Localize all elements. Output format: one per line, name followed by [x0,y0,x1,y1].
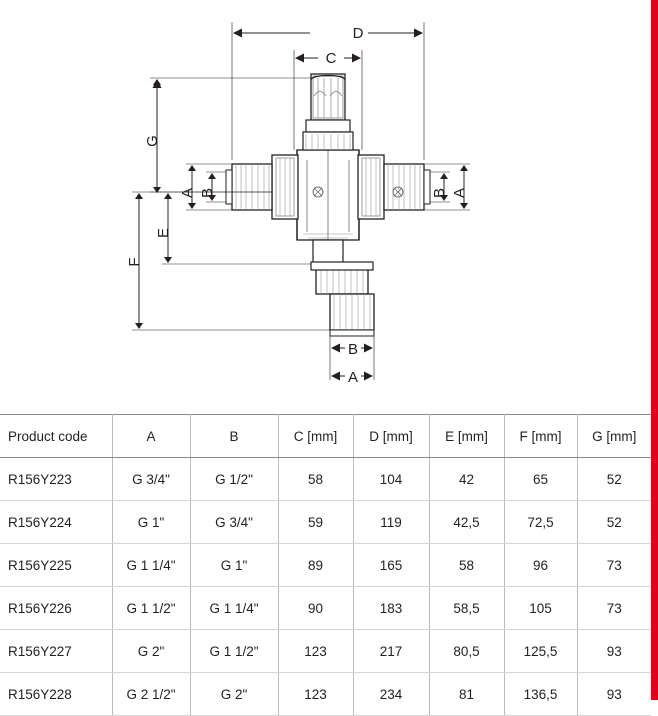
cell-e: 58 [429,544,504,587]
cell-d: 217 [353,630,429,673]
cell-product-code: R156Y224 [0,501,112,544]
cell-a: G 1 1/2" [112,587,190,630]
column-header-b: B [190,415,278,458]
column-header-a: A [112,415,190,458]
cell-b: G 3/4" [190,501,278,544]
dim-label-e: E [155,227,172,239]
cell-product-code: R156Y223 [0,458,112,501]
dim-label-g: G [144,135,161,147]
specification-table-wrapper [0,414,651,716]
cell-a: G 3/4" [112,458,190,501]
column-header-e: E [mm] [429,415,504,458]
cell-c: 89 [278,544,353,587]
cell-d: 119 [353,501,429,544]
red-accent-bar [651,0,658,700]
column-header-c: C [mm] [278,415,353,458]
column-header-f: F [mm] [504,415,577,458]
cell-b: G 1 1/2" [190,630,278,673]
cell-f: 105 [504,587,577,630]
cell-c: 59 [278,501,353,544]
cell-g: 73 [577,587,651,630]
cell-d: 183 [353,587,429,630]
cell-c: 58 [278,458,353,501]
dim-label-a-left: A [179,187,196,199]
table-body [0,458,651,716]
dim-label-b-right: B [431,187,448,199]
cell-g: 93 [577,630,651,673]
specification-table [0,414,651,716]
cell-b: G 1/2" [190,458,278,501]
cell-e: 80,5 [429,630,504,673]
cell-a: G 2 1/2" [112,673,190,716]
cell-product-code: R156Y225 [0,544,112,587]
cell-product-code: R156Y226 [0,587,112,630]
cell-a: G 1 1/4" [112,544,190,587]
cell-f: 65 [504,458,577,501]
dim-label-b-left: B [199,187,216,199]
table-header [0,415,651,458]
cell-g: 52 [577,501,651,544]
table-row [0,630,651,673]
cell-f: 125,5 [504,630,577,673]
table-row [0,587,651,630]
cell-g: 73 [577,544,651,587]
table-row [0,544,651,587]
table-row [0,673,651,716]
table-header-row [0,415,651,458]
cell-g: 52 [577,458,651,501]
cell-f: 72,5 [504,501,577,544]
cell-e: 42 [429,458,504,501]
cell-b: G 1 1/4" [190,587,278,630]
cell-b: G 1" [190,544,278,587]
cell-a: G 1" [112,501,190,544]
cell-c: 90 [278,587,353,630]
cell-b: G 2" [190,673,278,716]
cell-e: 58,5 [429,587,504,630]
cell-g: 93 [577,673,651,716]
cell-product-code: R156Y228 [0,673,112,716]
dim-label-f: F [126,257,143,267]
cell-product-code: R156Y227 [0,630,112,673]
dim-label-d: D [352,25,364,42]
table-row [0,501,651,544]
dim-label-a-bottom: A [347,369,359,386]
cell-f: 136,5 [504,673,577,716]
cell-c: 123 [278,630,353,673]
cell-c: 123 [278,673,353,716]
column-header-product-code: Product code [0,415,112,458]
cell-e: 42,5 [429,501,504,544]
table-row [0,458,651,501]
column-header-d: D [mm] [353,415,429,458]
cell-d: 104 [353,458,429,501]
cell-d: 165 [353,544,429,587]
cell-e: 81 [429,673,504,716]
column-header-g: G [mm] [577,415,651,458]
dim-label-c: C [325,50,337,67]
cell-a: G 2" [112,630,190,673]
cell-f: 96 [504,544,577,587]
cell-d: 234 [353,673,429,716]
dim-label-b-bottom: B [347,341,359,358]
dim-label-a-right: A [451,187,468,199]
